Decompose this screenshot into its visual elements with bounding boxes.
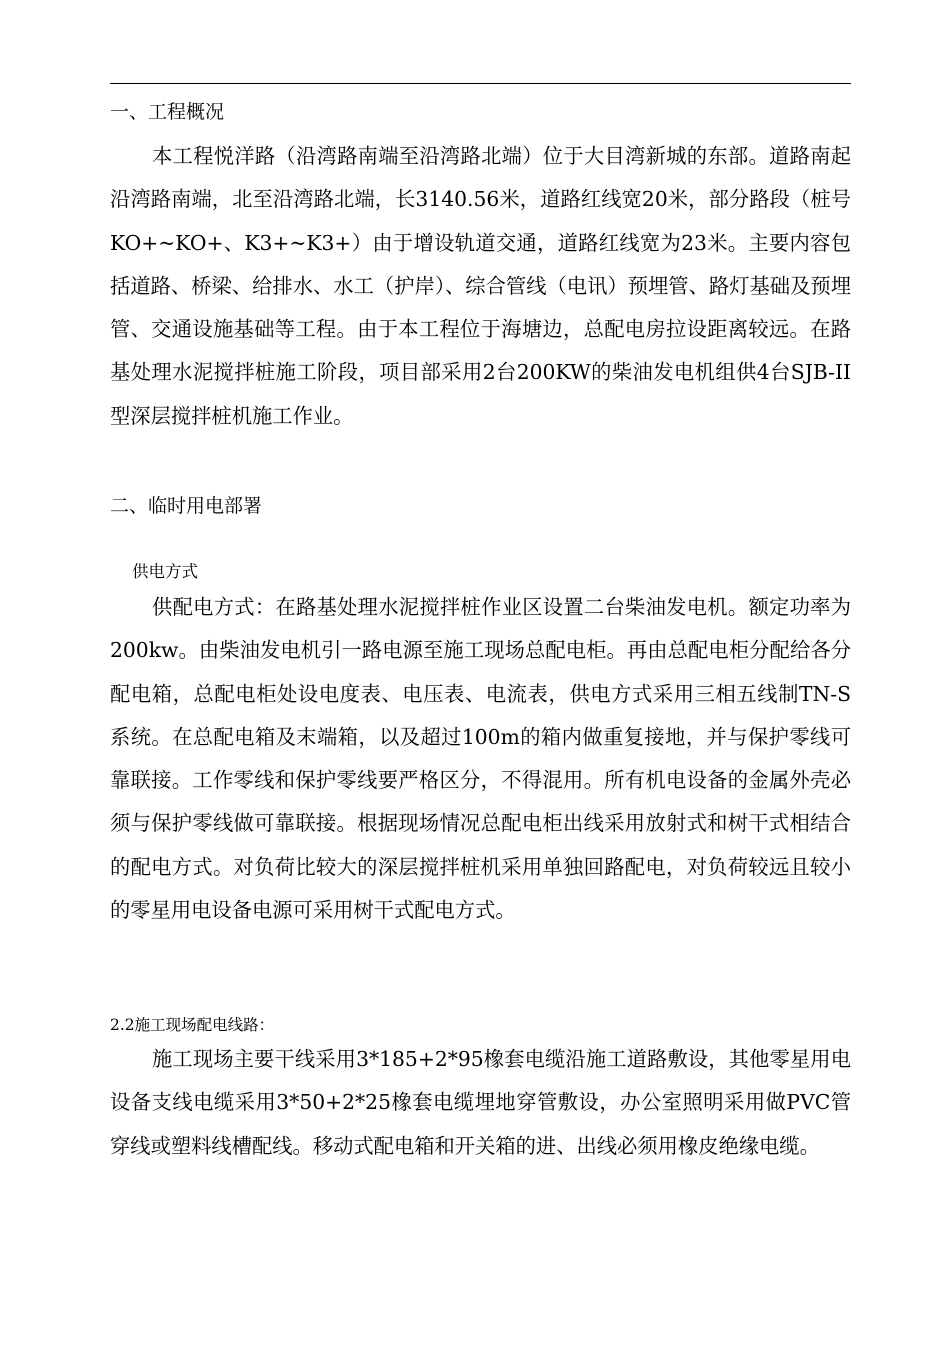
header-rule [110,83,851,84]
section-2-heading: 二、临时用电部署 [110,495,263,517]
subsection-2-2-heading: 2.2施工现场配电线路： [110,1016,275,1034]
section-1-heading: 一、工程概况 [110,101,225,123]
subsection-2-2-paragraph: 施工现场主要干线采用3*185+2*95橡套电缆沿施工道路敷设，其他零星用电设备支线电缆采用3*50+2*25橡套电缆埋地穿管敷设，办公室照明采用做PVC管穿线或塑料线槽配线。移动式配电箱和开关箱的进、出线必须用橡皮绝缘电缆。 [110,1047,851,1158]
subsection-2-1-heading: 供电方式 [132,562,198,581]
section-1-paragraph: 本工程悦洋路（沿湾路南端至沿湾路北端）位于大目湾新城的东部。道路南起沿湾路南端，北至沿湾路北端，长3140.56米，道路红线宽20米，部分路段（桩号KO+~KO+、K3+~K3+）由于增设轨道交通，道路红线宽为23米。主要内容包括道路、桥梁、给排水、水工（护岸）、综合管线（电讯）预埋管、路灯基础及预埋管、交通设施基础等工程。由于本工程位于海塘边，总配电房拉设距离较远。在路基处理水泥搅拌桩施工阶段，项目部采用2台200KW的柴油发电机组供4台SJB-II型深层搅拌桩机施工作业。 [110,144,851,428]
subsection-2-1-paragraph: 供配电方式：在路基处理水泥搅拌桩作业区设置二台柴油发电机。额定功率为200kw。由柴油发电机引一路电源至施工现场总配电柜。再由总配电柜分配给各分配电箱，总配电柜处设电度表、电压表、电流表，供电方式采用三相五线制TN-S系统。在总配电箱及末端箱，以及超过100m的箱内做重复接地，并与保护零线可靠联接。工作零线和保护零线要严格区分，不得混用。所有机电设备的金属外壳必须与保护零线做可靠联接。根据现场情况总配电柜出线采用放射式和树干式相结合的配电方式。对负荷比较大的深层搅拌桩机采用单独回路配电，对负荷较远且较小的零星用电设备电源可采用树干式配电方式。 [110,595,851,923]
